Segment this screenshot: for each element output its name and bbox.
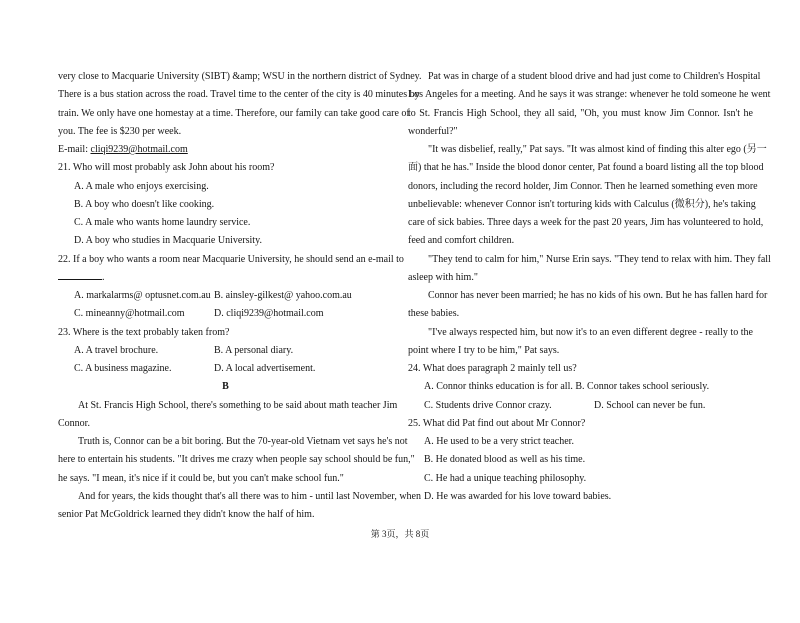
passage-line: care of sick babies. Three days a week for the past 20 years, Jim has volunteered to hold, (408, 217, 764, 228)
q21-option-a[interactable]: A. A male who enjoys exercising. (74, 180, 209, 192)
intro-line: you. The fee is $230 per week. (58, 125, 182, 137)
page-number-footer: 第 3页，共 8页 (370, 529, 430, 539)
q23-options-row (58, 360, 393, 378)
passage-line: Connor has never been married; he has no kids of his own. But he has fallen hard for (428, 290, 768, 301)
q21-option-d[interactable]: D. A boy who studies in Macquarie University. (74, 235, 262, 247)
email-line (58, 141, 393, 159)
right-column (408, 68, 771, 506)
passage-line: 面) that he has." Inside the blood donor center, Pat found a board listing all the top blood (408, 162, 764, 174)
q22-option-d[interactable]: D. cliqi9239@hotmail.com (214, 308, 324, 320)
q24-option-c[interactable]: C. Students drive Connor crazy. (424, 399, 552, 411)
intro-line: very close to Macquarie University (SIBT) &amp; WSU in the northern district of Sydney. (58, 71, 422, 82)
passage-line: feed and comfort children. (408, 235, 515, 247)
q25-option-b[interactable]: B. He donated blood as well as his time. (424, 454, 586, 466)
q23-option-d[interactable]: D. A local advertisement. (214, 363, 316, 374)
q22-answer-blank-line (58, 269, 393, 287)
question-21: 21. Who will most probably ask John about his room? (58, 162, 275, 174)
question-22: 22. If a boy who wants a room near Macquarie University, he should send an e-mail to (58, 253, 404, 265)
passage-line: wonderful?" (408, 125, 458, 137)
q21-option-c[interactable]: C. A male who wants home laundry service. (74, 217, 251, 228)
question-25: 25. What did Pat find out about Mr Connor? (408, 417, 586, 429)
passage-line: At St. Francis High School, there's something to be said about math teacher Jim (78, 399, 398, 411)
question-23: 23. Where is the text probably taken from? (58, 326, 230, 338)
blank-period: . (102, 271, 105, 283)
q24-options-row (408, 397, 753, 415)
question-24: 24. What does paragraph 2 mainly tell us? (408, 363, 577, 374)
q25-option-d[interactable]: D. He was awarded for his love toward babies. (424, 490, 612, 502)
q21-option-b[interactable]: B. A boy who doesn't like cooking. (74, 198, 215, 210)
intro-line: There is a bus station across the road. Travel time to the center of the city is 40 minutes by (58, 89, 420, 101)
passage-line: here to entertain his students. "It drives me crazy when people say school should be fun," (58, 454, 415, 466)
q23-options-row (58, 342, 393, 360)
passage-line: Connor. (58, 417, 90, 429)
passage-line: unbelievable: whenever Connor isn't torturing kids with Calculus (微积分), he's taking (408, 198, 756, 210)
passage-line: "I've always respected him, but now it's to an even different degree - really to the (428, 326, 753, 338)
passage-line: "They tend to calm for him," Nurse Erin says. "They tend to relax with him. They fall (428, 253, 771, 265)
answer-blank[interactable] (58, 269, 102, 280)
q22-options-row (58, 287, 393, 305)
passage-line: asleep with him." (408, 271, 478, 283)
passage-line: Los Angeles for a meeting. And he says it was strange: whenever he told someone he went (408, 89, 771, 101)
q22-options-row (58, 305, 393, 323)
passage-line: point where I try to be him," Pat says. (408, 344, 560, 356)
email-label: E-mail: (58, 144, 91, 155)
passage-line: Pat was in charge of a student blood drive and had just come to Children's Hospital (428, 71, 761, 82)
q23-option-b[interactable]: B. A personal diary. (214, 344, 294, 356)
passage-line: senior Pat McGoldrick learned they didn't know the half of him. (58, 509, 315, 520)
intro-line: train. We only have one homestay at a time. Therefore, our family can take good care of (58, 107, 410, 119)
passage-line: to St. Francis High School, they all said, "Oh, you must know Jim Connor. Isn't he (408, 107, 753, 119)
q23-option-a[interactable]: A. A travel brochure. (74, 344, 159, 356)
q24-option-d[interactable]: D. School can never be fun. (594, 399, 706, 411)
q22-option-c[interactable]: C. mineanny@hotmail.com (74, 308, 185, 320)
passage-line: "It was disbelief, really," Pat says. "It was almost kind of finding this alter ego (另一 (428, 144, 767, 155)
passage-line: And for years, the kids thought that's all there was to him - until last November, when (78, 490, 421, 502)
left-column (58, 68, 422, 524)
passage-line: these babies. (408, 308, 460, 320)
q22-option-a[interactable]: A. markalarms@ optusnet.com.au (74, 290, 211, 301)
q25-option-a[interactable]: A. He used to be a very strict teacher. (424, 436, 574, 447)
passage-line: he says. "I mean, it's nice if it could be, but you can't make school fun." (58, 472, 344, 484)
q23-option-c[interactable]: C. A business magazine. (74, 363, 172, 374)
q24-options-ab[interactable]: A. Connor thinks education is for all. B. Connor takes school seriously. (424, 381, 710, 393)
email-link[interactable]: cliqi9239@hotmail.com (90, 144, 188, 155)
passage-line: Truth is, Connor can be a bit boring. But the 70-year-old Vietnam vet says he's not (78, 436, 408, 447)
q22-option-b[interactable]: B. ainsley-gilkest@ yahoo.com.au (214, 290, 352, 301)
passage-line: donors, including the record holder, Jim Connor. Then he learned something even more (408, 180, 758, 192)
q25-option-c[interactable]: C. He had a unique teaching philosophy. (424, 472, 587, 484)
section-b-heading: B (222, 381, 229, 393)
